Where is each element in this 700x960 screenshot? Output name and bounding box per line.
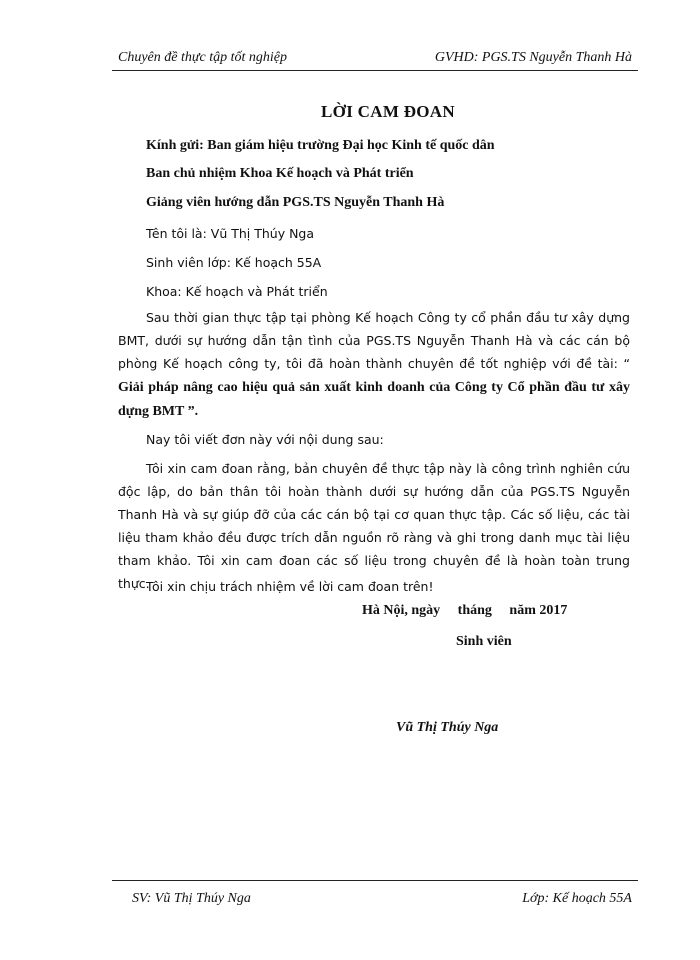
info-student-name: Tên tôi là: Vũ Thị Thúy Nga: [146, 226, 315, 241]
signature-name: Vũ Thị Thúy Nga: [396, 720, 499, 735]
info-faculty: Khoa: Kế hoạch và Phát triển: [146, 284, 328, 299]
paragraph-internship-text: Sau thời gian thực tập tại phòng Kế hoạch Công ty cổ phần đầu tư xây dựng BMT, dưới sự hướng dẫn tận tình của PGS.TS Nguyễn Thanh Hà và các cán bộ phòng Kế hoạch công ty, tôi đã hoàn thành chuyên đề tốt nghiệp với đề tài: “: [118, 310, 630, 371]
addressee-line-3: Giảng viên hướng dẫn PGS.TS Nguyễn Thanh Hà: [146, 195, 445, 210]
signature-role: Sinh viên: [456, 634, 512, 649]
info-student-class: Sinh viên lớp: Kế hoạch 55A: [146, 255, 322, 270]
paragraph-internship: [118, 306, 630, 423]
thesis-topic: Giải pháp nâng cao hiệu quả sản xuất kinh doanh của Công ty Cổ phần đầu tư xây dựng BMT ”.: [118, 380, 630, 419]
addressee-line-2: Ban chủ nhiệm Khoa Kế hoạch và Phát triển: [146, 166, 414, 181]
page-title: LỜI CAM ĐOAN: [321, 102, 455, 121]
footer-student: SV: Vũ Thị Thúy Nga: [132, 891, 251, 906]
header-supervisor: GVHD: PGS.TS Nguyễn Thanh Hà: [434, 50, 632, 65]
paragraph-responsibility: Tôi xin chịu trách nhiệm về lời cam đoan trên!: [146, 579, 434, 594]
signature-date: Hà Nội, ngày tháng năm 2017: [362, 603, 568, 618]
paragraph-intro: Nay tôi viết đơn này với nội dung sau:: [146, 432, 384, 447]
page-footer: [112, 880, 638, 906]
paragraph-declaration: Tôi xin cam đoan rằng, bản chuyên đề thực tập này là công trình nghiên cứu độc lập, do bản thân tôi hoàn thành dưới sự hướng dẫn của PGS.TS Nguyễn Thanh Hà và sự giúp đỡ của các cán bộ tại cơ quan thực tập. Các số liệu, các tài liệu tham khảo đều được trích dẫn nguồn rõ ràng và ghi trong danh mục tài liệu tham khảo. Tôi xin cam đoan các số liệu trong chuyên đề là hoàn toàn trung thực.: [118, 461, 630, 591]
header-report-type: Chuyên đề thực tập tốt nghiệp: [118, 50, 287, 65]
page-header: [112, 48, 638, 71]
addressee-line-1: Kính gửi: Ban giám hiệu trường Đại học Kinh tế quốc dân: [146, 138, 495, 153]
footer-class: Lớp: Kế hoạch 55A: [522, 891, 632, 906]
